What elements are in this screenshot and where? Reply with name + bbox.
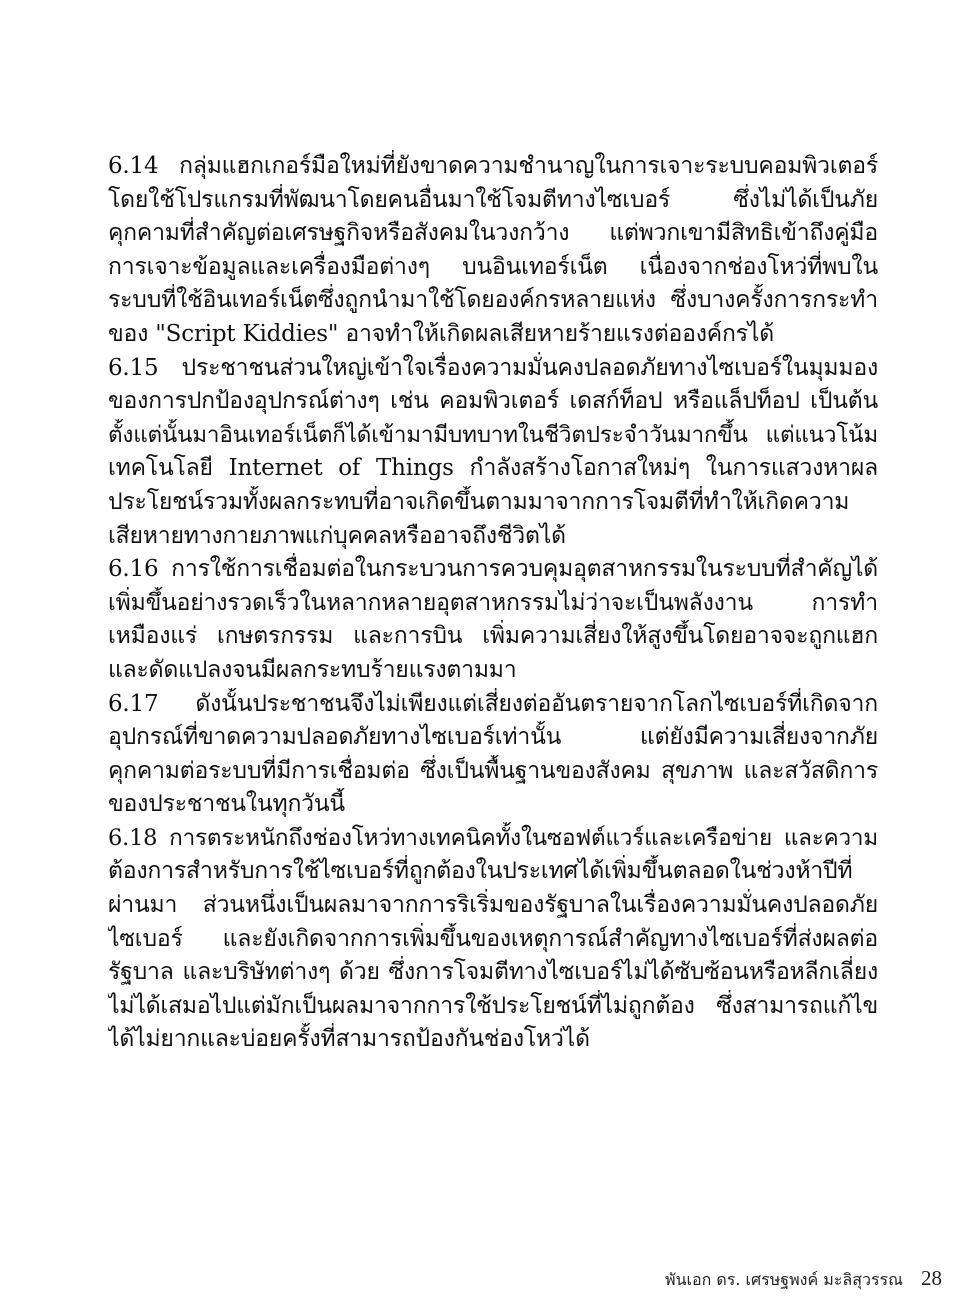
- text-line: ไซเบอร์ และยังเกิดจากการเพิ่มขึ้นของเหตุการณ์สำคัญทางไซเบอร์ที่ส่งผลต่อ: [108, 925, 878, 952]
- paragraph-6-15: [108, 352, 878, 554]
- text-line: คุกคามที่สำคัญต่อเศรษฐกิจหรือสังคมในวงกว้าง แต่พวกเขามีสิทธิเข้าถึงคู่มือ: [108, 220, 878, 247]
- text-line: การเจาะข้อมูลและเครื่องมือต่างๆ บนอินเทอร์เน็ต เนื่องจากช่องโหว่ที่พบใน: [108, 253, 878, 280]
- text-line: 6.14 กลุ่มแฮกเกอร์มือใหม่ที่ยังขาดความชำนาญในการเจาะระบบคอมพิวเตอร์: [108, 153, 878, 179]
- paragraph-6-16: [108, 553, 878, 687]
- text-line: 6.15 ประชาชนส่วนใหญ่เข้าใจเรื่องความมั่นคงปลอดภัยทางไซเบอร์ในมุมมอง: [108, 354, 878, 381]
- text-line: ต้องการสำหรับการใช้ไซเบอร์ที่ถูกต้องในประเทศได้เพิ่มขึ้นตลอดในช่วงห้าปีที่: [108, 858, 853, 885]
- text-line: ไม่ได้เสมอไปแต่มักเป็นผลมาจากการใช้ประโยชน์ที่ไม่ถูกต้อง ซึ่งสามารถแก้ไข: [108, 992, 878, 1019]
- text-line: และดัดแปลงจนมีผลกระทบร้ายแรงตามมา: [108, 656, 517, 683]
- text-line: ผ่านมา ส่วนหนึ่งเป็นผลมาจากการริเริ่มของรัฐบาลในเรื่องความมั่นคงปลอดภัย: [108, 892, 878, 919]
- text-line: อุปกรณ์ที่ขาดความปลอดภัยทางไซเบอร์เท่านั้น แต่ยังมีความเสี่ยงจากภัย: [108, 724, 878, 751]
- text-line: เสียหายทางกายภาพแก่บุคคลหรืออาจถึงชีวิตได้: [108, 522, 566, 549]
- body-text: [108, 150, 878, 1057]
- text-line: 6.16 การใช้การเชื่อมต่อในกระบวนการควบคุมอุตสาหกรรมในระบบที่สำคัญได้: [108, 556, 878, 583]
- paragraph-6-14: [108, 150, 878, 352]
- text-line: ของการปกป้องอุปกรณ์ต่างๆ เช่น คอมพิวเตอร์ เดสก์ท็อป หรือแล็ปท็อป เป็นต้น: [108, 388, 878, 415]
- page-footer: [665, 1266, 942, 1290]
- text-line: ประโยชน์รวมทั้งผลกระทบที่อาจเกิดขึ้นตามมาจากการโจมตีที่ทำให้เกิดความ: [108, 488, 850, 515]
- text-line: โดยใช้โปรแกรมที่พัฒนาโดยคนอื่นมาใช้โจมตีทางไซเบอร์ ซึ่งไม่ได้เป็นภัย: [108, 186, 878, 213]
- text-line: 6.18 การตระหนักถึงช่องโหว่ทางเทคนิคทั้งในซอฟต์แวร์และเครือข่าย และความ: [108, 824, 878, 851]
- text-line: ได้ไม่ยากและบ่อยครั้งที่สามารถป้องกันช่องโหว่ได้: [108, 1026, 590, 1053]
- text-line: เพิ่มขึ้นอย่างรวดเร็วในหลากหลายอุตสาหกรรมไม่ว่าจะเป็นพลังงาน การทำ: [108, 589, 878, 616]
- text-line: คุกคามต่อระบบที่มีการเชื่อมต่อ ซึ่งเป็นพื้นฐานของสังคม สุขภาพ และสวัสดิการ: [108, 757, 878, 784]
- text-line: รัฐบาล และบริษัทต่างๆ ด้วย ซึ่งการโจมตีทางไซเบอร์ไม่ได้ซับซ้อนหรือหลีกเลี่ยง: [108, 959, 878, 986]
- text-line: ตั้งแต่นั้นมาอินเทอร์เน็ตก็ได้เข้ามามีบทบาทในชีวิตประจำวันมากขึ้น แต่แนวโน้ม: [108, 421, 878, 448]
- paragraph-6-17: [108, 688, 878, 822]
- paragraph-6-18: [108, 822, 878, 1057]
- text-line: ระบบที่ใช้อินเทอร์เน็ตซึ่งถูกนำมาใช้โดยองค์กรหลายแห่ง ซึ่งบางครั้งการกระทำ: [108, 287, 878, 314]
- text-line: ของประชาชนในทุกวันนี้: [108, 791, 345, 818]
- text-line: ของ "Script Kiddies" อาจทำให้เกิดผลเสียหายร้ายแรงต่อองค์กรได้: [108, 320, 774, 347]
- page-number: 28: [921, 1266, 942, 1290]
- text-line: เทคโนโลยี Internet of Things กำลังสร้างโอกาสใหม่ๆ ในการแสวงหาผล: [108, 455, 878, 482]
- text-line: 6.17 ดังนั้นประชาชนจึงไม่เพียงแต่เสี่ยงต่ออันตรายจากโลกไซเบอร์ที่เกิดจาก: [108, 690, 878, 717]
- footer-author: พันเอก ดร. เศรษฐพงค์ มะลิสุวรรณ: [665, 1270, 903, 1289]
- text-line: เหมืองแร่ เกษตรกรรม และการบิน เพิ่มความเสี่ยงให้สูงขึ้นโดยอาจจะถูกแฮก: [108, 623, 878, 650]
